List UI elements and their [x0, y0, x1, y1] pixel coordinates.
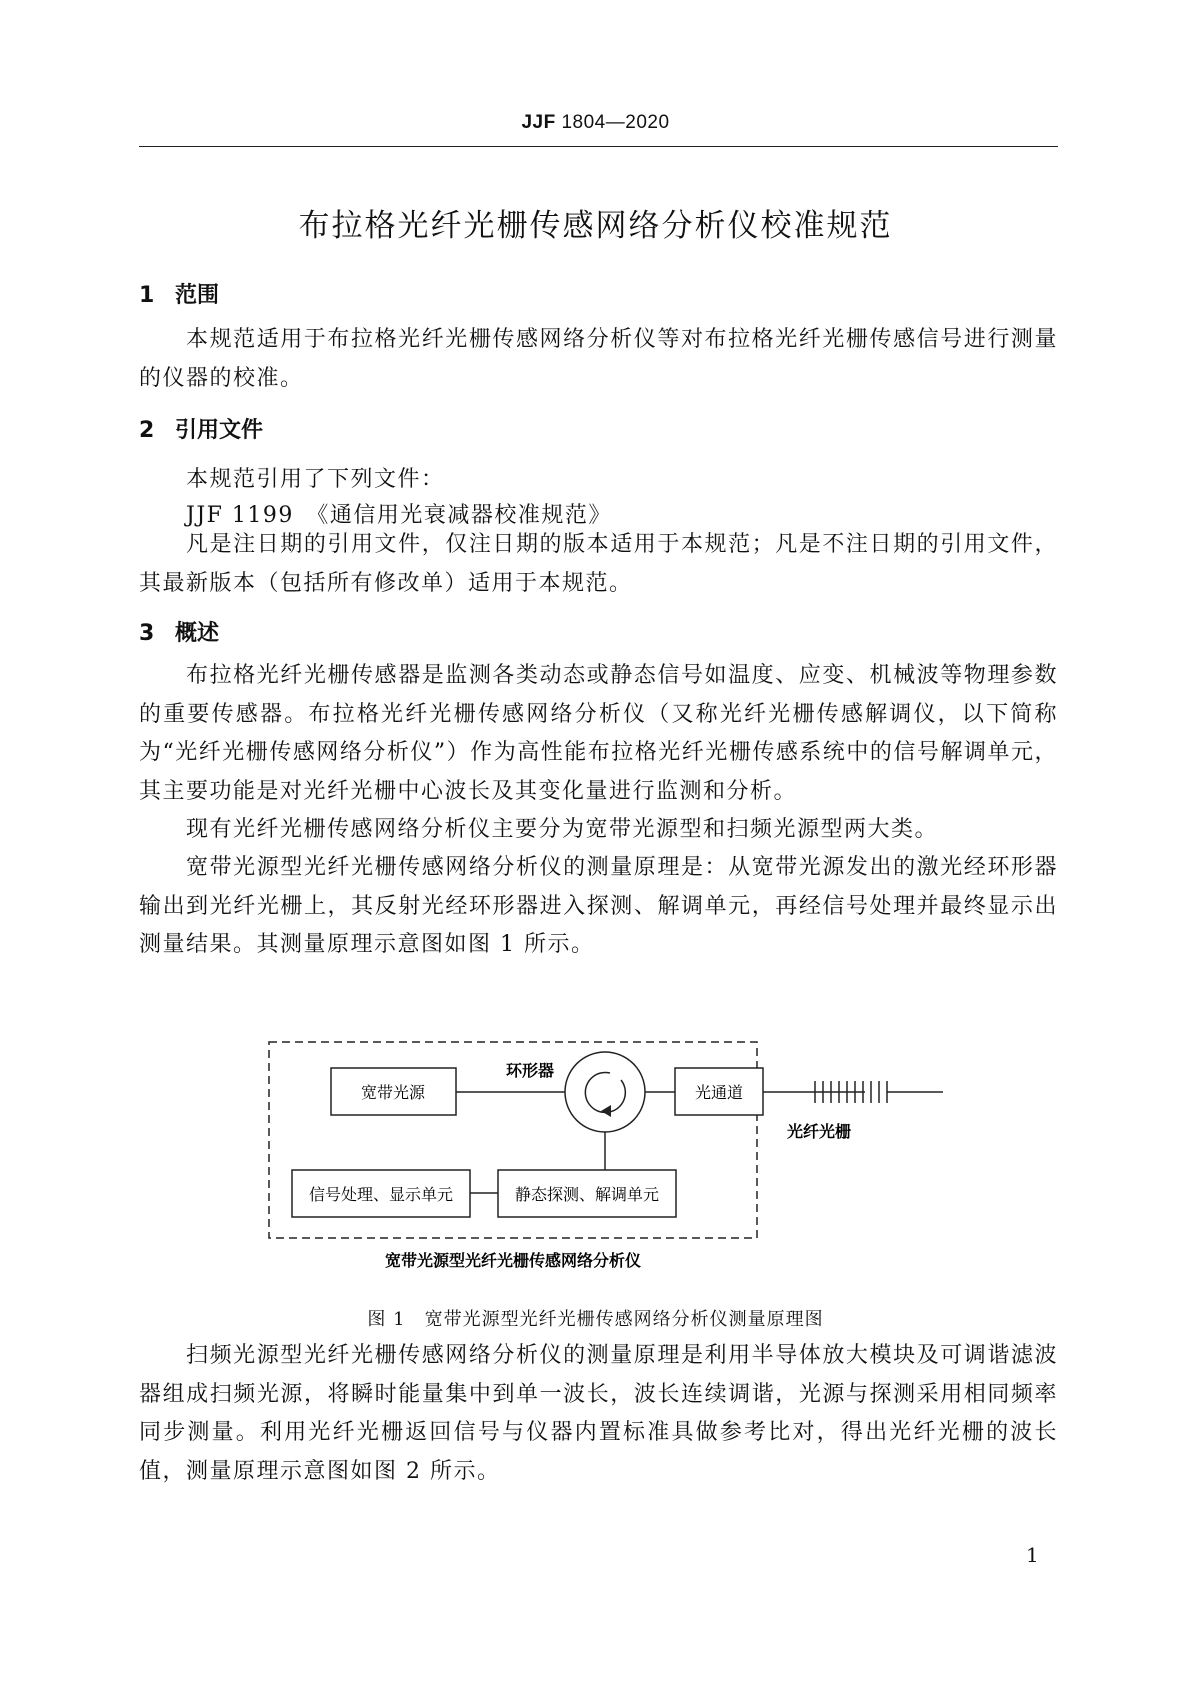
circulator-label: 环形器: [505, 1061, 555, 1080]
reference-item: JJF 1199 《通信用光衰减器校准规范》: [186, 503, 612, 528]
document-title: 布拉格光纤光栅传感网络分析仪校准规范: [298, 208, 893, 244]
page-number: 1: [1026, 1543, 1039, 1567]
section-title: 概述: [175, 621, 220, 646]
broadband-source-label: 宽带光源: [360, 1083, 426, 1102]
paragraph-scope: 本规范适用于布拉格光纤光栅传感网络分析仪等对布拉格光纤光栅传感信号进行测量的仪器的校准。: [139, 327, 1058, 391]
header-code-prefix: JJF: [521, 112, 556, 133]
instrument-label: 宽带光源型光纤光栅传感网络分析仪: [384, 1251, 642, 1270]
header-rule: [139, 146, 1058, 147]
optical-channel-label: 光通道: [694, 1083, 744, 1102]
section-3-heading: [139, 616, 219, 647]
header-code-number: 1804—2020: [561, 112, 670, 133]
figure-1-caption: 图 1 宽带光源型光纤光栅传感网络分析仪测量原理图: [367, 1309, 824, 1330]
detection-unit-label: 静态探测、解调单元: [514, 1185, 660, 1204]
signal-processing-label: 信号处理、显示单元: [308, 1185, 454, 1204]
paragraph-ref-note: 凡是注日期的引用文件，仅注日期的版本适用于本规范；凡是不注日期的引用文件，其最新版本（包括所有修改单）适用于本规范。: [139, 532, 1058, 596]
paragraph-overview-1: 布拉格光纤光栅传感器是监测各类动态或静态信号如温度、应变、机械波等物理参数的重要传感器。布拉格光纤光栅传感网络分析仪（又称光纤光栅传感解调仪，以下简称为“光纤光栅传感网络分析仪”）作为高性能布拉格光纤光栅传感系统中的信号解调单元，其主要功能是对光纤光栅中心波长及其变化量进行监测和分析。: [139, 663, 1058, 804]
paragraph-overview-2: 现有光纤光栅传感网络分析仪主要分为宽带光源型和扫频光源型两大类。: [186, 817, 939, 842]
measurement-principle-diagram: [255, 1032, 965, 1277]
paragraph-ref-intro: 本规范引用了下列文件：: [186, 467, 445, 492]
paragraph-overview-4: 扫频光源型光纤光栅传感网络分析仪的测量原理是利用半导体放大模块及可调谐滤波器组成扫频光源，将瞬时能量集中到单一波长，波长连续调谐，光源与探测采用相同频率同步测量。利用光纤光栅返回信号与仪器内置标准具做参考比对，得出光纤光栅的波长值，测量原理示意图如图 2 所示。: [139, 1343, 1058, 1484]
section-title: 范围: [175, 283, 220, 308]
section-1-heading: [139, 278, 219, 309]
section-number: 1: [139, 283, 155, 308]
section-2-heading: [139, 413, 263, 444]
circulator-icon: [565, 1052, 645, 1132]
section-number: 3: [139, 621, 155, 646]
paragraph-overview-3: 宽带光源型光纤光栅传感网络分析仪的测量原理是：从宽带光源发出的激光经环形器输出到光纤光栅上，其反射光经环形器进入探测、解调单元，再经信号处理并最终显示出测量结果。其测量原理示意图如图 1 所示。: [139, 855, 1058, 957]
page-header: [0, 112, 1191, 134]
section-number: 2: [139, 418, 155, 443]
fiber-grating-label: 光纤光栅: [786, 1122, 852, 1141]
section-title: 引用文件: [175, 418, 264, 443]
